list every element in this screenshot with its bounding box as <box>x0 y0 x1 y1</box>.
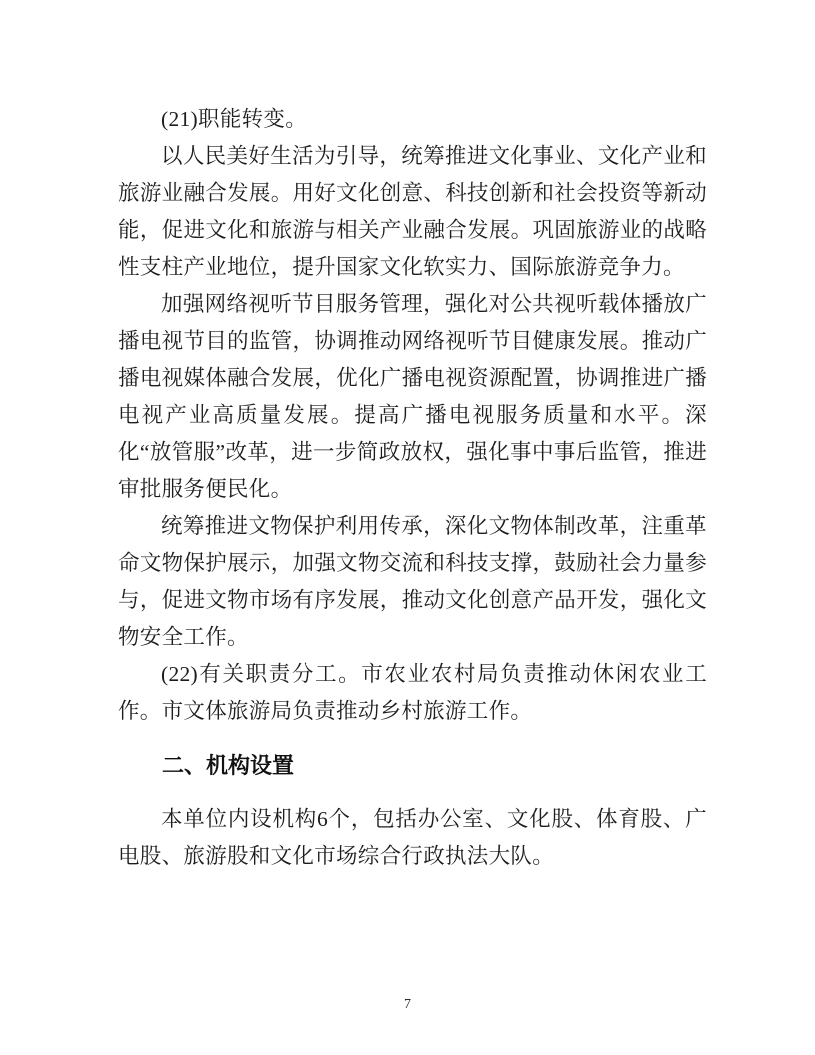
paragraph-cultural-relics: 统筹推进文物保护利用传承，深化文物体制改革，注重革命文物保护展示，加强文物交流和科技支撑，鼓励社会力量参与，促进文物市场有序发展，推动文化创意产品开发，强化文物安全工作。 <box>118 514 707 649</box>
document-body <box>118 101 707 875</box>
paragraph-22-responsibilities: (22)有关职责分工。市农业农村局负责推动休闲农业工作。市文体旅游局负责推动乡村旅游工作。 <box>118 662 707 723</box>
paragraph-broadcast-regulation: 加强网络视听节目服务管理，强化对公共视听载体播放广播电视节目的监管，协调推动网络视听节目健康发展。推动广播电视媒体融合发展，优化广播电视资源配置，协调推进广播电视产业高质量发展。提高广播电视服务质量和水平。深化“放管服”改革，进一步简政放权，强化事中事后监管，推进审批服务便民化。 <box>118 292 707 501</box>
paragraph-tourism-integration: 以人民美好生活为引导，统筹推进文化事业、文化产业和旅游业融合发展。用好文化创意、科技创新和社会投资等新动能，促进文化和旅游与相关产业融合发展。巩固旅游业的战略性支柱产业地位，提升国家文化软实力、国际旅游竞争力。 <box>118 144 707 279</box>
page-number: 7 <box>404 997 411 1012</box>
paragraph-internal-departments: 本单位内设机构6个，包括办公室、文化股、体育股、广电股、旅游股和文化市场综合行政执法大队。 <box>118 807 707 868</box>
paragraph-21-title: (21)职能转变。 <box>161 107 308 131</box>
section-heading-organization: 二、机构设置 <box>162 753 295 778</box>
